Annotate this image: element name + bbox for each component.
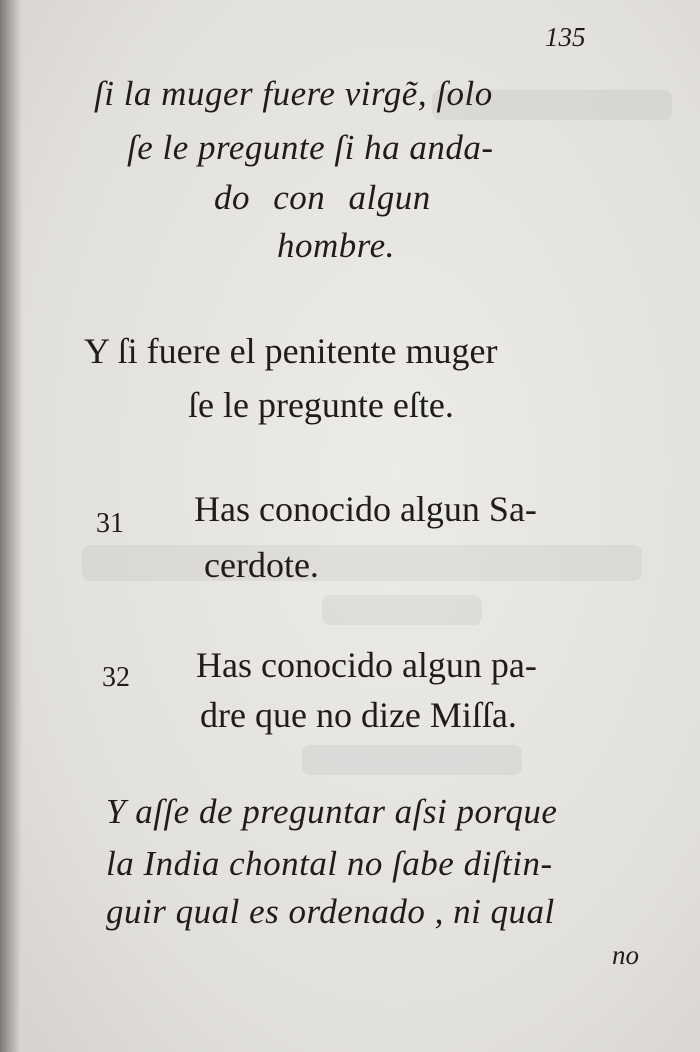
question-number-32: 32 <box>102 662 130 693</box>
instruction-line-1: Y ſi fuere el penitente muger <box>84 331 498 371</box>
rubric-line-4: hombre. <box>277 226 395 265</box>
note-line-3: guir qual es ordenado , ni qual <box>106 892 555 931</box>
question-32-line-2: dre que no dize Miſſa. <box>200 695 517 735</box>
page-number: 135 <box>545 22 586 52</box>
bleed-through-smudge <box>322 595 482 625</box>
rubric-line-3: do con algun <box>214 178 431 217</box>
rubric-line-1: ſi la muger fuere virgẽ, ſolo <box>94 74 493 113</box>
book-page <box>22 0 700 1052</box>
question-32-line-1: Has conocido algun pa- <box>196 645 537 685</box>
bleed-through-smudge <box>302 745 522 775</box>
note-line-2: la India chontal no ſabe diſtin- <box>106 844 553 883</box>
question-31-line-2: cerdote. <box>204 545 319 585</box>
instruction-line-2: ſe le pregunte eſte. <box>188 385 454 425</box>
question-number-31: 31 <box>96 508 124 539</box>
catchword: no <box>612 940 639 970</box>
question-31-line-1: Has conocido algun Sa- <box>194 489 537 529</box>
note-line-1: Y aſſe de preguntar aſsi porque <box>106 792 558 831</box>
rubric-line-2: ſe le pregunte ſi ha anda- <box>127 128 494 167</box>
bleed-through-smudge <box>82 545 642 581</box>
book-gutter <box>0 0 22 1052</box>
